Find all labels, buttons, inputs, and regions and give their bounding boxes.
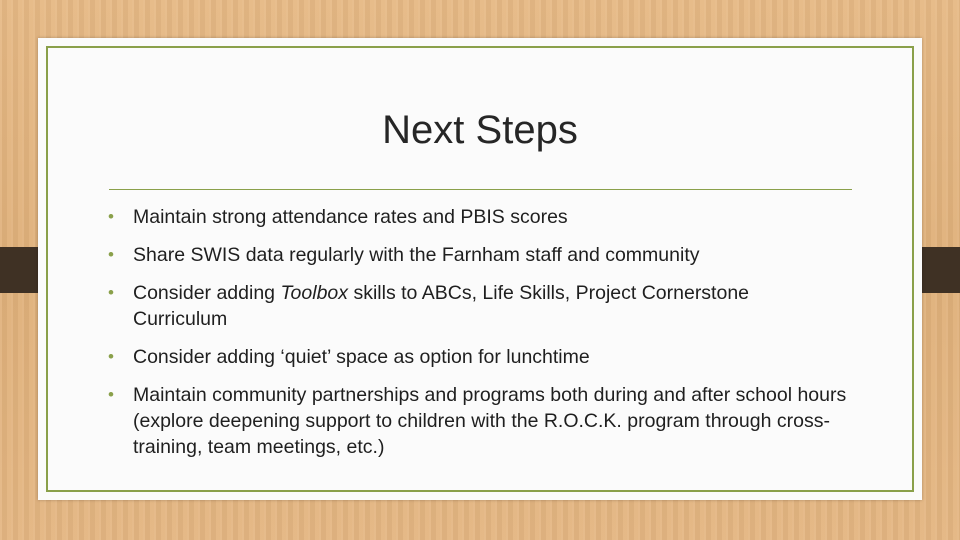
bullet-text: Maintain strong attendance rates and PBIS scores (133, 206, 568, 228)
bullet-dot-icon: • (108, 283, 114, 302)
bullet-dot-icon: • (108, 245, 114, 264)
slide (38, 38, 922, 500)
bullet-list (108, 204, 848, 472)
bullet-text: Consider adding ‘quiet’ space as option for lunchtime (133, 346, 590, 368)
bullet-emphasis-text: Toolbox (280, 282, 349, 304)
bullet-item-attendance (108, 204, 848, 230)
bullet-item-quiet-space (108, 344, 848, 370)
bullet-text: Maintain community partnerships and programs both during and after school hours (explore deepening support to children with the R.O.C.K. program through cross-training, team meetings, etc.) (133, 384, 847, 458)
bullet-text: Consider adding (133, 282, 281, 304)
slide-title: Next Steps (382, 108, 578, 152)
bullet-dot-icon: • (108, 207, 114, 226)
bullet-dot-icon: • (108, 347, 114, 366)
bullet-item-toolbox (108, 280, 848, 332)
bullet-item-partnerships (108, 382, 848, 460)
bullet-text-continued: skills to ABCs, Life Skills, Project Cornerstone Curriculum (133, 282, 750, 330)
bullet-dot-icon: • (108, 385, 114, 404)
bullet-item-swis-data (108, 242, 848, 268)
bullet-text: Share SWIS data regularly with the Farnham staff and community (133, 244, 700, 266)
title-divider (109, 189, 852, 190)
